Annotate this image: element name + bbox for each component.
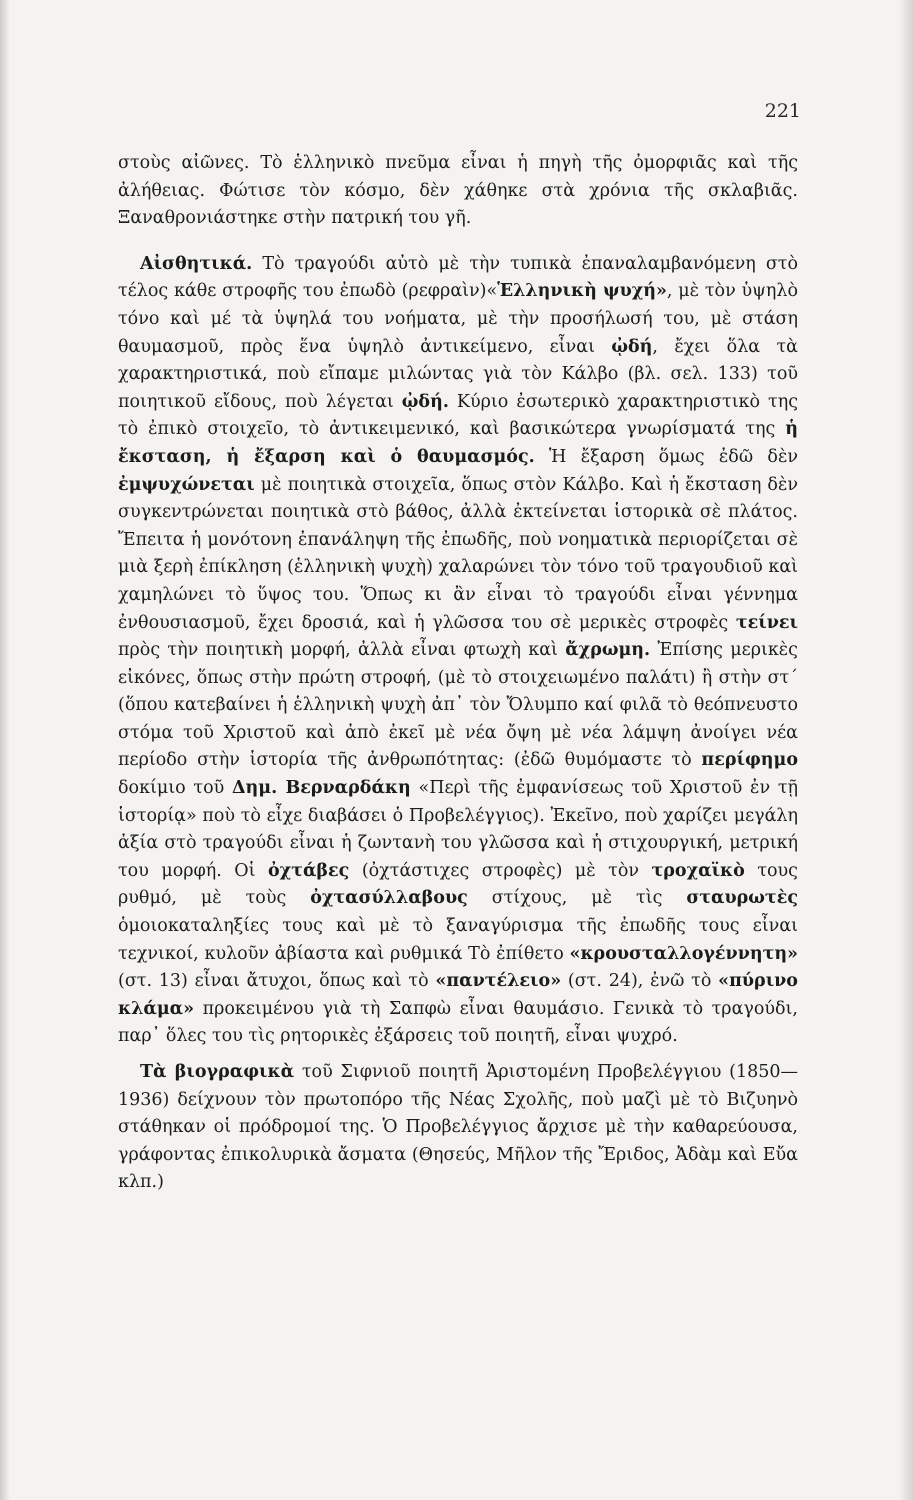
emphasis-octosyllabic: ὀχτασύλλαβους xyxy=(310,888,468,909)
emphasis-ode-2: ᾠδή. xyxy=(401,391,449,412)
emphasis-vernardakis: Δημ. Βερναρδάκη xyxy=(231,778,411,799)
emphasis-ecstasy: ἡ ἔκσταση, ἡ ἔξαρση καὶ ὁ θαυμασμός. xyxy=(118,419,798,467)
emphasis-greek-soul: Ἑλληνικὴ ψυχή» xyxy=(497,281,667,302)
heading-aesthetics: Αἰσθητικά. xyxy=(140,253,253,274)
paragraph-1 xyxy=(118,150,798,233)
emphasis-tends: τείνει xyxy=(735,612,798,633)
emphasis-trochaic: τροχαϊκὸ xyxy=(651,860,745,881)
emphasis-colorless: ἄχρωμη. xyxy=(565,640,651,661)
emphasis-fiery-cry: «πύρινο κλάμα» xyxy=(118,971,798,1019)
body-text xyxy=(118,150,798,1197)
paragraph-3-biography: Τὰ βιογραφικὰ τοῦ Σιφνιοῦ ποιητῆ Ἀριστομένη Προβελέγγιου (1850—1936) δείχνουν τὸν πρωτοπόρο τῆς Νέας Σχολῆς, ποὺ μαζὶ μὲ τὸ Βιζυηνὸ στάθηκαν οἱ πρόδρομοί της. Ὁ Προβελέγγιος ἄρχισε μὲ τὴν καθαρεύουσα, γράφοντας ἐπικολυρικὰ ἄσματα (Θησεύς, Μῆλον τῆς Ἔριδος, Ἀδὰμ καὶ Εὔα κλπ.) xyxy=(118,1062,798,1193)
page-number: 221 xyxy=(764,100,801,122)
emphasis-ode: ᾠδή xyxy=(611,336,653,357)
paragraph-1-text: στοὺς αἰῶνες. Τὸ ἑλληνικὸ πνεῦμα εἶναι ἡ πηγὴ τῆς ὀμορφιᾶς καὶ τῆς ἀλήθειας. Φώτισε τὸν κόσμο, δὲν χάθηκε στὰ χρόνια τῆς σκλαβιᾶς. Ξαναθρονιάστηκε στὴν πατρική του γῆ. xyxy=(118,153,798,229)
emphasis-crossed: σταυρωτὲς xyxy=(686,888,798,909)
scan-edge-right xyxy=(899,0,913,1500)
heading-biography: Τὰ βιογραφικὰ xyxy=(140,1062,295,1082)
scan-edge-left xyxy=(0,0,10,1500)
emphasis-famous: περίφημο xyxy=(701,750,798,771)
emphasis-crystal-born: «κρουσταλλογέννητη» xyxy=(569,943,798,964)
emphasis-animated: ἐμψυχώνεται xyxy=(118,474,255,495)
paragraph-2-aesthetics: Αἰσθητικά. Τὸ τραγούδι αὐτὸ μὲ τὴν τυπικὰ ἐπαναλαμβανόμενη στὸ τέλος κάθε στροφῆς του ἐπωδὸ (ρεφραὶν)«Ἑλληνικὴ ψυχή», μὲ τὸν ὑψηλὸ τόνο καὶ μέ τὰ ὑψηλά του νοήματα, μὲ τὴν προσήλωσή του, μὲ στάση θαυμασμοῦ, πρὸς ἕνα ὑψηλὸ ἀντικείμενο, εἶναι ᾠδή, ἔχει ὅλα τὰ χαρακτηριστικά, ποὺ εἴπαμε μιλώντας γιὰ τὸν Κάλβο (βλ. σελ. 133) τοῦ ποιητικοῦ εἴδους, ποὺ λέγεται ᾠδή. Κύριο ἐσωτερικὸ χαρακτηριστικὸ της τὸ ἐπικὸ στοιχεῖο, τὸ ἀντικειμενικό, καὶ βασικώτερα γνωρίσματά της ἡ ἔκσταση, ἡ ἔξαρση καὶ ὁ θαυμασμός. Ἡ ἔξαρση ὅμως ἐδῶ δὲν ἐμψυχώνεται μὲ ποιητικὰ στοιχεῖα, ὅπως στὸν Κάλβο. Καὶ ἡ ἔκσταση δὲν συγκεντρώνεται ποιητικὰ στὸ βάθος, ἀλλὰ ἐκτείνεται ἱστορικὰ σὲ πλάτος. Ἔπειτα ἡ μονότονη ἐπανάληψη τῆς ἐπωδῆς, ποὺ νοηματικὰ περιορίζεται σὲ μιὰ ξερὴ ἐπίκληση (ἑλληνικὴ ψυχὴ) χαλαρώνει τὸν τόνο τοῦ τραγουδιοῦ καὶ χαμηλώνει τὸ ὕψος του. Ὅπως κι ἂν εἶναι τὸ τραγούδι εἶναι γέννημα ἐνθουσιασμοῦ, ἔχει δροσιά, καὶ ἡ γλῶσσα του σὲ μερικὲς στροφὲς τείνει πρὸς τὴν ποιητικὴ μορφή, ἀλλὰ εἶναι φτωχὴ καὶ ἄχρωμη. Ἐπίσης μερικὲς εἰκόνες, ὅπως στὴν πρώτη στροφή, (μὲ τὸ στοιχειωμένο παλάτι) ἢ στὴν στ´ (ὅπου κατεβαίνει ἡ ἑλληνικὴ ψυχὴ ἀπ᾽ τὸν Ὄλυμπο καί φιλᾶ τὸ θεόπνευστο στόμα τοῦ Χριστοῦ καὶ ἀπὸ ἐκεῖ μὲ νέα ὄψη μὲ νέα λάμψη ἀνοίγει νέα περίοδο στὴν ἱστορία τῆς ἀνθρωπότητας: (ἐδῶ θυμόμαστε τὸ περίφημο δοκίμιο τοῦ Δημ. Βερναρδάκη «Περὶ τῆς ἐμφανίσεως τοῦ Χριστοῦ ἐν τῇ ἱστορίᾳ» ποὺ τὸ εἶχε διαβάσει ὁ Προβελέγγιος). Ἐκεῖνο, ποὺ χαρίζει μεγάλη ἀξία στὸ τραγούδι εἶναι ἡ ζωντανὴ του γλῶσσα καὶ ἡ στιχουργική, μετρική του μορφή. Οἱ ὀχτάβες (ὀχτάστιχες στροφὲς) μὲ τὸν τροχαϊκὸ τους ρυθμό, μὲ τοὺς ὀχτασύλλαβους στίχους, μὲ τὶς σταυρωτὲς ὁμοιοκαταληξίες τους καὶ μὲ τὸ ξαναγύρισμα τῆς ἐπωδῆς τους εἶναι τεχνικοί, κυλοῦν ἀβίαστα καὶ ρυθμικά Τὸ ἐπίθετο «κρουσταλλογέννητη» (στ. 13) εἶναι ἄτυχοι, ὅπως καὶ τὸ «παντέλειο» (στ. 24), ἐνῶ τὸ «πύρινο κλάμα» προκειμένου γιὰ τὴ Σαπφὼ εἶναι θαυμάσιο. Γενικὰ τὸ τραγούδι, παρ᾽ ὅλες του τὶς ρητορικὲς ἐξάρσεις τοῦ ποιητῆ, εἶναι ψυχρό. xyxy=(118,253,798,1047)
emphasis-all-perfect: «παντέλειο» xyxy=(435,971,562,992)
emphasis-octaves: ὀχτάβες xyxy=(268,860,350,881)
